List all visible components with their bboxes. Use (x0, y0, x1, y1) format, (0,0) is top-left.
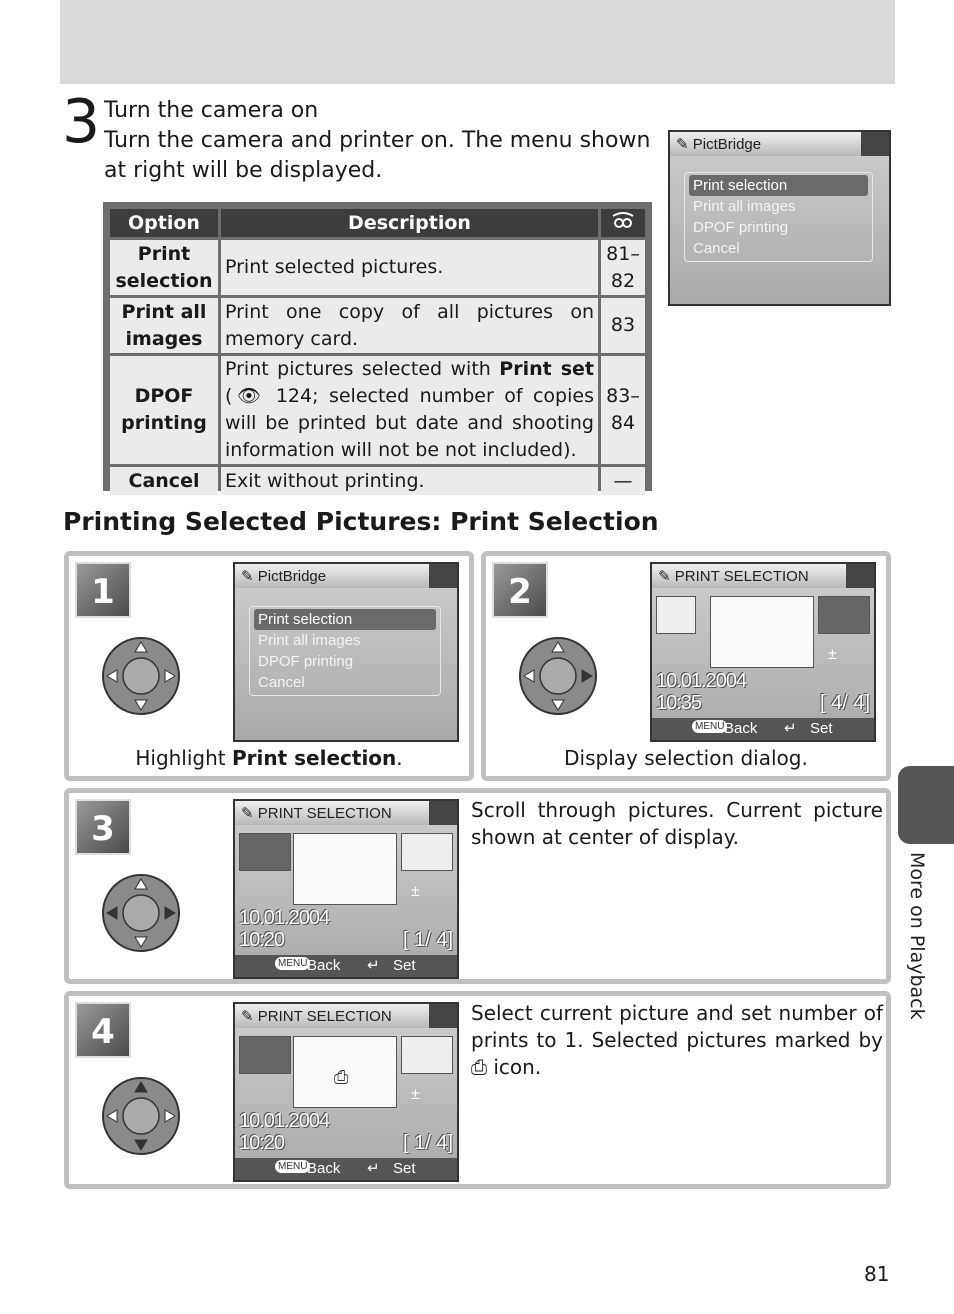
printer-icon: ✎ (241, 1008, 254, 1025)
lcd-bottom-bar (235, 955, 457, 977)
time-readout: 10:20 (239, 929, 285, 951)
page-cell: — (601, 467, 645, 495)
step-panel-4 (64, 991, 891, 1189)
date-readout: 10.01.2004 (239, 1110, 330, 1132)
step-badge: 4 (75, 1002, 131, 1058)
current-picture (293, 833, 397, 905)
printer-icon: ✎ (241, 568, 254, 585)
print-selection-screen (233, 799, 459, 979)
lcd-bottom-bar (235, 1158, 457, 1180)
enter-icon: ↵ (367, 1160, 380, 1177)
print-mark-icon: ⎙ (334, 1067, 349, 1087)
multi-selector-icon (101, 873, 181, 953)
plus-minus-icon: ± (411, 883, 420, 900)
set-label: Set (810, 720, 833, 737)
step-badge: 3 (75, 799, 131, 855)
pictbridge-menu-screen (668, 130, 891, 306)
date-readout: 10.01.2004 (656, 670, 747, 692)
step-badge: 1 (75, 562, 131, 618)
set-label: Set (393, 1160, 416, 1177)
menu-button-icon: MENU (275, 1160, 310, 1173)
thumbnail-left (239, 833, 291, 871)
back-label: Back (307, 1160, 341, 1177)
plus-minus-icon: ± (828, 646, 837, 663)
options-table (103, 202, 652, 491)
lcd-header: ✎ PRINT SELECTION (652, 564, 874, 588)
set-label: Set (393, 957, 416, 974)
description-cell: Print pictures selected with Print set (👁 124; selected number of copies will be printed but date and shooting information will not be not included). (221, 356, 598, 464)
picture-counter: [ 1/ 4] (402, 929, 453, 951)
back-label: Back (724, 720, 758, 737)
option-cell: Print all images (110, 298, 218, 353)
menu-item: Print all images (258, 632, 361, 649)
pictbridge-menu (684, 172, 873, 262)
picture-counter: [ 4/ 4] (819, 692, 870, 714)
option-cell: Cancel (110, 467, 218, 495)
step-badge: 2 (492, 562, 548, 618)
section-heading: Printing Selected Pictures: Print Selection (63, 507, 659, 536)
plus-minus-icon: ± (411, 1086, 420, 1103)
page-cell: 83–84 (601, 356, 645, 464)
thumbnail-right (401, 1036, 453, 1074)
lcd-tab (861, 132, 889, 156)
lcd-header: ✎ PictBridge (670, 132, 889, 156)
enter-icon: ↵ (784, 720, 797, 737)
step-number: 3 (62, 87, 101, 157)
step-body: Turn the camera and printer on. The menu shown at right will be displayed. (104, 128, 651, 183)
pictbridge-menu (249, 606, 441, 696)
current-picture (710, 596, 814, 668)
lcd-tab (846, 564, 874, 588)
page-cell: 83 (601, 298, 645, 353)
menu-button-icon: MENU (692, 720, 727, 733)
page-number: 81 (864, 1262, 890, 1286)
menu-item: Print selection (254, 609, 436, 630)
thumbnail-left (656, 596, 696, 634)
thumbnail-right (401, 833, 453, 871)
panel-instruction: Select current picture and set number of prints to 1. Selected pictures marked by ⎙ icon. (471, 1001, 883, 1079)
lcd-tab (429, 564, 457, 588)
menu-item: DPOF printing (258, 653, 354, 670)
print-mark-icon: ⎙ (471, 1055, 487, 1079)
menu-item: Print all images (693, 198, 796, 215)
printer-icon: ✎ (658, 568, 671, 585)
lcd-header: ✎ PRINT SELECTION (235, 801, 457, 825)
current-picture (293, 1036, 397, 1108)
page-reference-icon (601, 209, 645, 237)
description-cell: Print one copy of all pictures on memory card. (221, 298, 598, 353)
print-selection-screen (650, 562, 876, 742)
menu-item: DPOF printing (693, 219, 789, 236)
option-cell: DPOF printing (110, 356, 218, 464)
enter-icon: ↵ (367, 957, 380, 974)
pictbridge-menu-screen (233, 562, 459, 742)
thumbnail-left (239, 1036, 291, 1074)
chapter-tab (898, 766, 954, 844)
menu-item: Cancel (693, 240, 740, 257)
menu-button-icon: MENU (275, 957, 310, 970)
printer-icon: ✎ (676, 136, 689, 153)
back-label: Back (307, 957, 341, 974)
chapter-label: More on Playback (906, 852, 928, 1020)
header-description: Description (221, 209, 598, 237)
time-readout: 10:35 (656, 692, 702, 714)
step-panel-1 (64, 551, 474, 781)
lcd-header: ✎ PictBridge (235, 564, 457, 588)
picture-counter: [ 1/ 4] (402, 1132, 453, 1154)
page-cell: 81–82 (601, 240, 645, 295)
step-panel-3 (64, 788, 891, 984)
option-cell: Print selection (110, 240, 218, 295)
lcd-tab (429, 801, 457, 825)
lcd-bottom-bar (652, 718, 874, 740)
printer-icon: ✎ (241, 805, 254, 822)
step-panel-2 (481, 551, 891, 781)
thumbnail-right (818, 596, 870, 634)
panel-instruction: Scroll through pictures. Current picture shown at center of display. (471, 798, 883, 849)
description-cell: Exit without printing. (221, 467, 598, 495)
date-readout: 10.01.2004 (239, 907, 330, 929)
multi-selector-icon (101, 636, 181, 716)
multi-selector-icon (518, 636, 598, 716)
step-title: Turn the camera on (104, 98, 319, 123)
panel-caption: Highlight Print selection. (135, 746, 403, 770)
time-readout: 10:20 (239, 1132, 285, 1154)
panel-caption: Display selection dialog. (564, 746, 808, 770)
lcd-tab (429, 1004, 457, 1028)
description-cell: Print selected pictures. (221, 240, 598, 295)
menu-item: Print selection (689, 175, 868, 196)
menu-item: Cancel (258, 674, 305, 691)
header-option: Option (110, 209, 218, 237)
print-selection-screen (233, 1002, 459, 1182)
multi-selector-icon (101, 1076, 181, 1156)
header-band (60, 0, 895, 84)
lcd-header: ✎ PRINT SELECTION (235, 1004, 457, 1028)
